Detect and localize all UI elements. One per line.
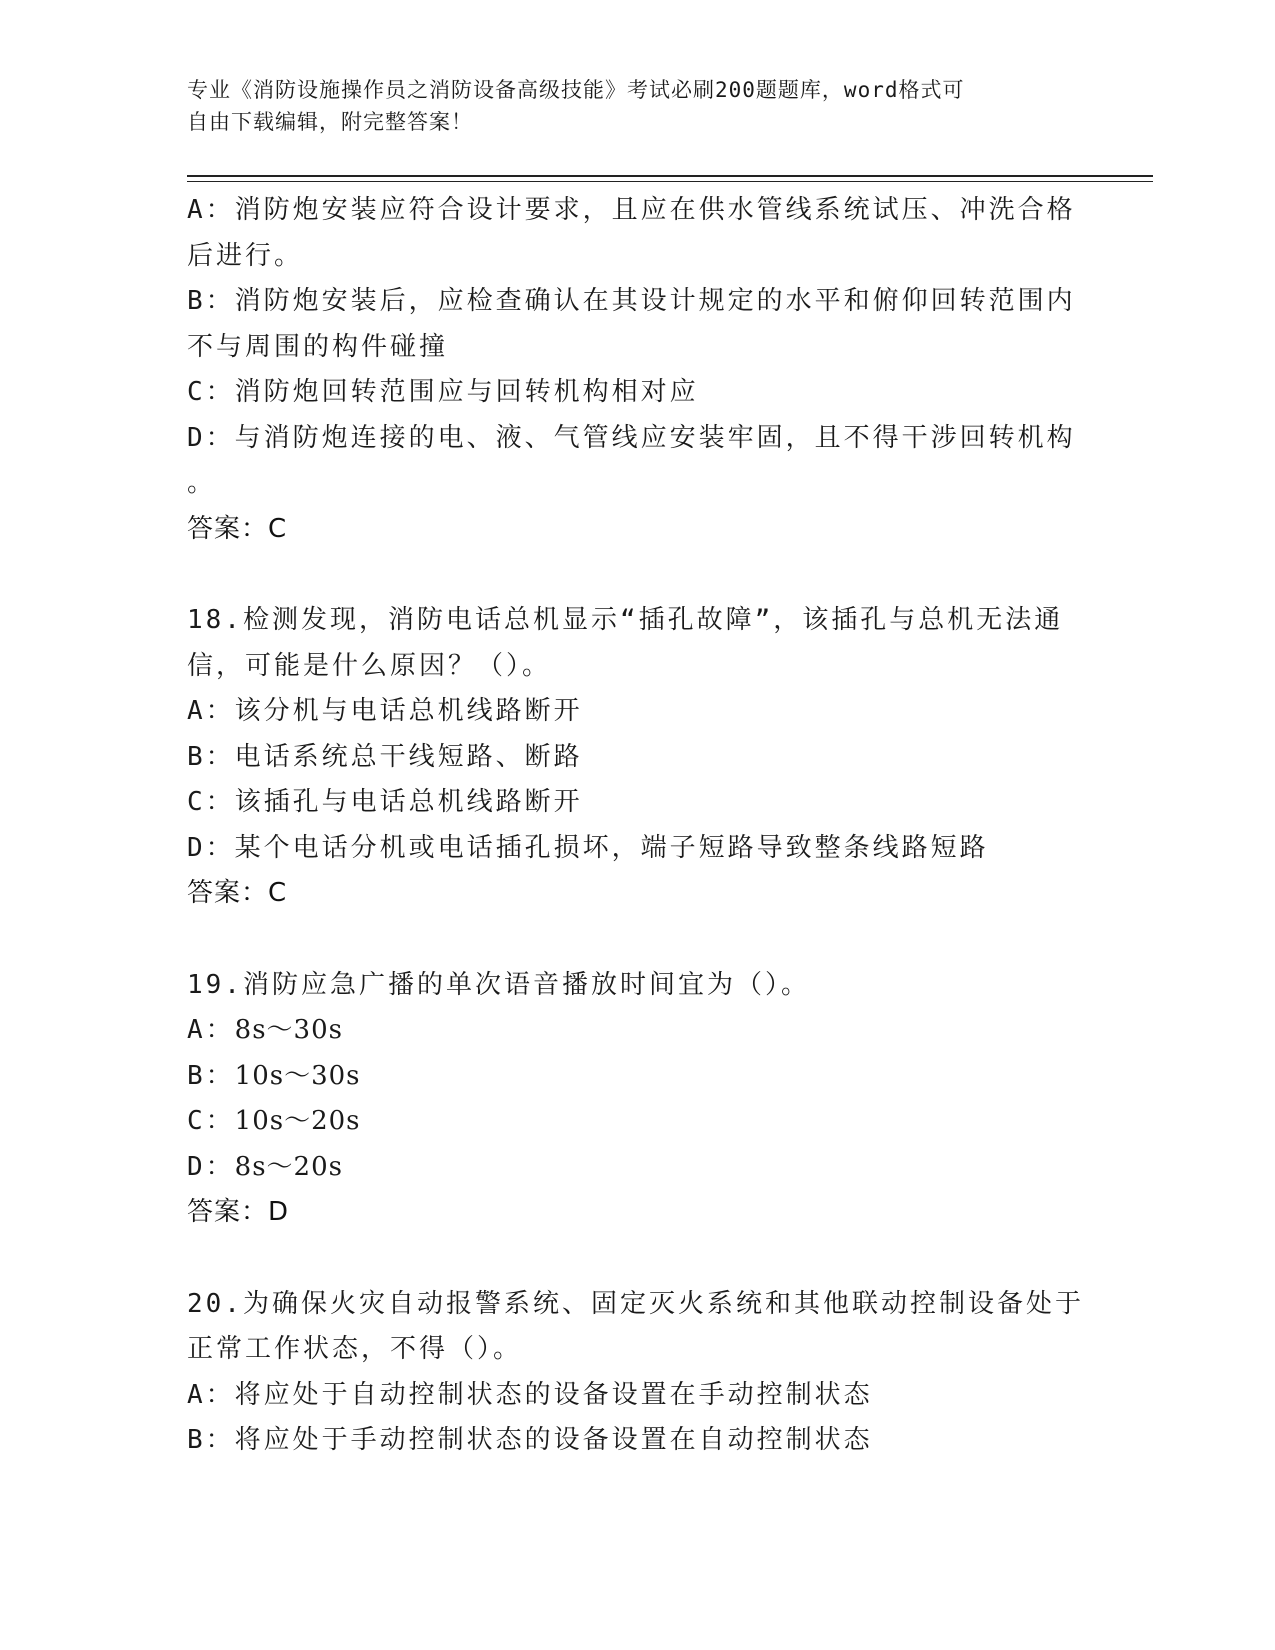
option-b-line-1: B：消防炮安装后，应检查确认在其设计规定的水平和俯仰回转范围内	[187, 286, 1076, 316]
option-b: B：将应处于手动控制状态的设备设置在自动控制状态	[187, 1425, 873, 1455]
question-stem-line-1: 18.检测发现，消防电话总机显示“插孔故障”，该插孔与总机无法通	[187, 605, 1064, 635]
spacer	[187, 917, 1087, 963]
option-a	[187, 1008, 1087, 1054]
option-a-line-2: 后进行。	[187, 240, 304, 271]
question-content	[187, 188, 1087, 1464]
option-a: A：将应处于自动控制状态的设备设置在手动控制状态	[187, 1379, 873, 1410]
question-stem: 19.消防应急广播的单次语音播放时间宜为（）。	[187, 969, 810, 1000]
option-b-line-2: 不与周围的构件碰撞	[187, 331, 449, 362]
question-18	[187, 598, 1087, 917]
option-c: C：该插孔与电话总机线路断开	[187, 787, 583, 817]
option-value: 10s～20s	[234, 1106, 361, 1136]
option-a-line-1: A：消防炮安装应符合设计要求，且应在供水管线系统试压、冲洗合格	[187, 195, 1076, 225]
spacer	[187, 1236, 1087, 1282]
option-d	[187, 1145, 1087, 1191]
option-label: A：	[187, 1015, 235, 1045]
question-17	[187, 188, 1087, 552]
question-19	[187, 963, 1087, 1236]
option-value: 10s～30s	[234, 1060, 361, 1091]
answer: 答案：C	[187, 878, 288, 908]
option-c	[187, 1099, 1087, 1145]
option-b	[187, 1054, 1087, 1100]
option-label: B：	[187, 1060, 235, 1091]
option-c: C：消防炮回转范围应与回转机构相对应	[187, 377, 699, 407]
option-d-line-2: 。	[187, 468, 217, 498]
option-value: 8s～30s	[234, 1015, 343, 1045]
header-line-2: 自由下载编辑，附完整答案！	[187, 110, 473, 134]
option-label: D：	[187, 1151, 235, 1182]
document-header	[187, 74, 1067, 138]
question-stem-line-2: 正常工作状态，不得（）。	[187, 1334, 523, 1364]
option-d-line-1: D：与消防炮连接的电、液、气管线应安装牢固，且不得干涉回转机构	[187, 422, 1076, 453]
header-divider-thin	[187, 181, 1153, 182]
option-d: D：某个电话分机或电话插孔损坏，端子短路导致整条线路短路	[187, 832, 989, 863]
answer: 答案：D	[187, 1197, 290, 1227]
header-line-1: 专业《消防设施操作员之消防设备高级技能》考试必刷200题题库，word格式可	[187, 78, 965, 102]
header-divider-thick	[187, 175, 1153, 177]
answer: 答案：C	[187, 513, 288, 544]
option-value: 8s～20s	[234, 1151, 343, 1182]
option-a: A：该分机与电话总机线路断开	[187, 696, 583, 726]
question-stem-line-2: 信，可能是什么原因？（）。	[187, 650, 552, 681]
question-stem-line-1: 20.为确保火灾自动报警系统、固定灭火系统和其他联动控制设备处于	[187, 1288, 1084, 1319]
option-b: B：电话系统总干线短路、断路	[187, 741, 583, 772]
question-20	[187, 1282, 1087, 1464]
spacer	[187, 552, 1087, 598]
option-label: C：	[187, 1106, 235, 1136]
